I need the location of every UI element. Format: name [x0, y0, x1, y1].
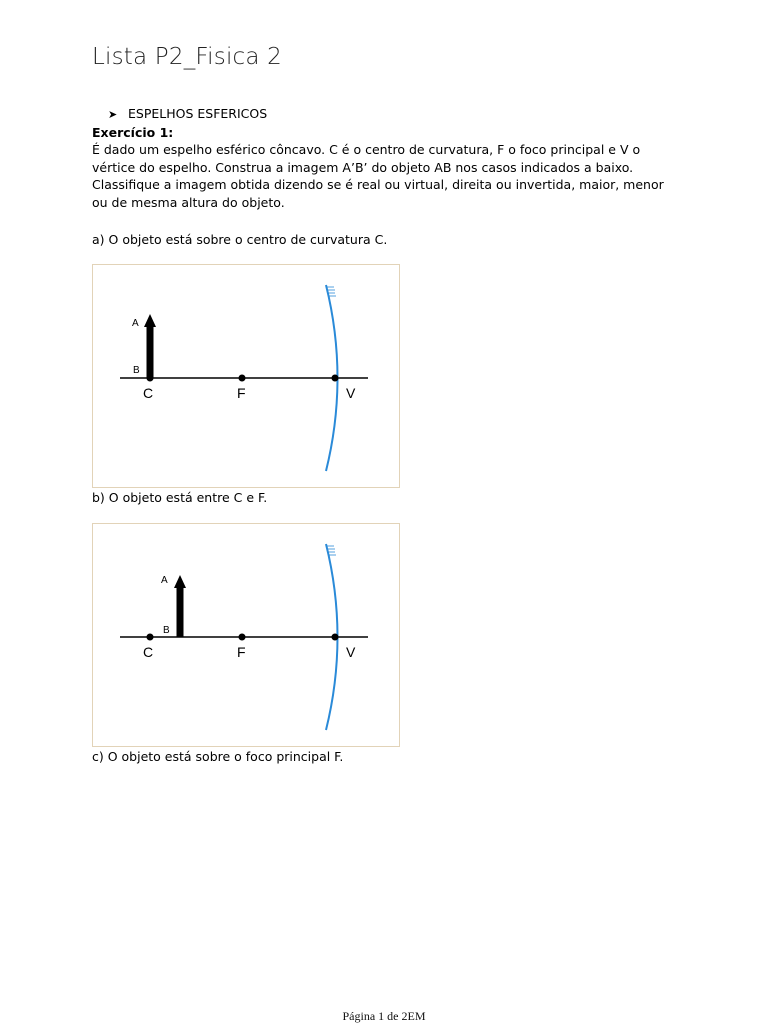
label-c: C: [143, 385, 154, 401]
label-c: C: [143, 644, 154, 660]
label-v: V: [346, 644, 356, 660]
point-f: [239, 375, 246, 382]
object-arrow-head: [174, 575, 186, 588]
exercise-paragraph: [92, 141, 677, 211]
case-a-text: a) O objeto está sobre o centro de curvatura C.: [92, 232, 388, 247]
label-v: V: [346, 385, 356, 401]
point-c: [147, 375, 154, 382]
paragraph-line: ou de mesma altura do objeto.: [92, 194, 285, 210]
paragraph-line: É dado um espelho esférico côncavo. C é o centro de curvatura, F o foco principal e V o: [92, 142, 641, 157]
label-b: B: [133, 365, 140, 376]
section-heading: [108, 106, 267, 121]
paragraph-line: vértice do espelho. Construa a imagem A’B’ do objeto AB nos casos indicados a baixo.: [92, 159, 634, 175]
mirror-diagram-a: [92, 264, 400, 488]
case-c-text: c) O objeto está sobre o foco principal F.: [92, 749, 344, 764]
label-b: B: [163, 625, 170, 636]
exercise-title: Exercício 1:: [92, 125, 174, 140]
point-c: [147, 634, 154, 641]
label-f: F: [237, 644, 246, 660]
arrow-bullet-icon: ➤: [108, 108, 118, 121]
paragraph-line: Classifique a imagem obtida dizendo se é real ou virtual, direita ou invertida, maior, menor: [92, 177, 664, 193]
object-arrow-shaft: [177, 587, 184, 637]
section-heading-text: ESPELHOS ESFERICOS: [128, 106, 268, 121]
point-v: [332, 634, 339, 641]
object-arrow-shaft: [147, 325, 154, 378]
label-a: A: [132, 318, 139, 329]
label-f: F: [237, 385, 246, 401]
point-v: [332, 375, 339, 382]
page-footer: Página 1 de 2EM: [342, 1009, 426, 1023]
mirror-diagram-b: [92, 523, 400, 747]
document-title: Lista P2_Fisica 2: [92, 44, 283, 70]
case-b-text: b) O objeto está entre C e F.: [92, 490, 268, 505]
point-f: [239, 634, 246, 641]
label-a: A: [161, 575, 168, 586]
object-arrow-head: [144, 314, 156, 327]
